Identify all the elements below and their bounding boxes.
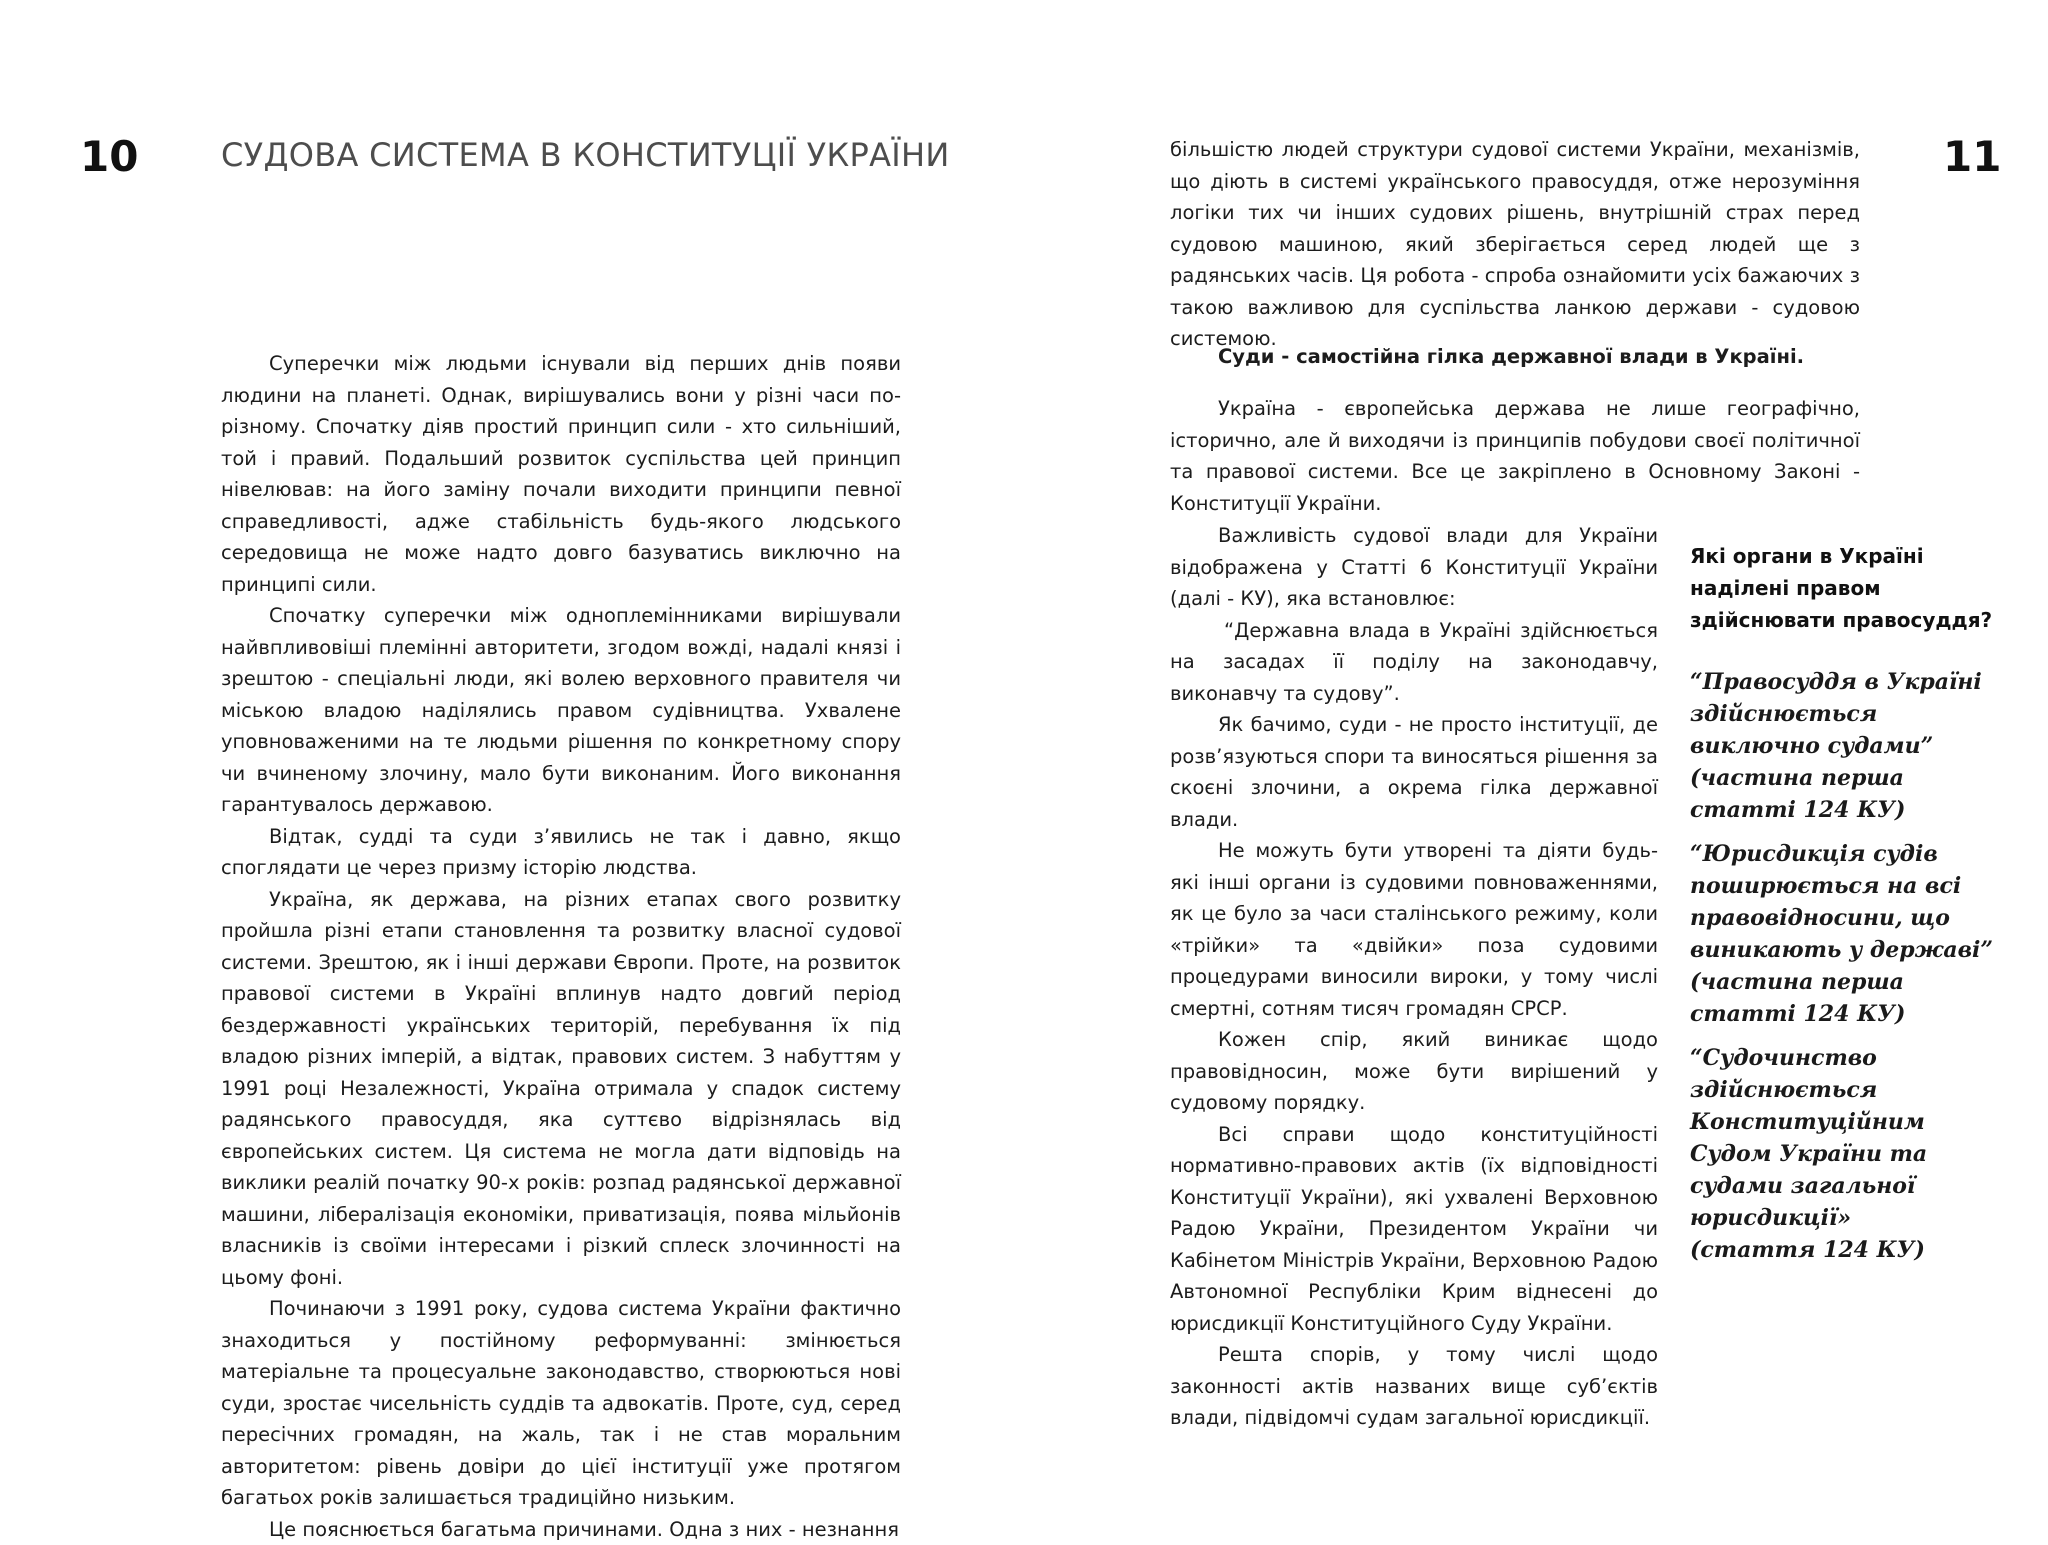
paragraph: Україна - європейська держава не лише географічно, історично, але й виходячи із принципів побудови своєї політичної та правової системи. Все це закріплено в Основному Законі - Конституції України. — [1170, 393, 1860, 519]
sidebar-quote — [1690, 666, 2010, 826]
paragraph: Важливість судової влади для України відображена у Статті 6 Конституції України (далі - КУ), яка встановлює: — [1170, 520, 1658, 615]
paragraph: Починаючи з 1991 року, судова система України фактично знаходиться у постійному реформуванні: змінюється матеріальне та процесуальне законодавство, створюються нові суди, зростає чисельність суддів та адвокатів. Проте, суд, серед пересічних громадян, на жаль, так і не став моральним авторитетом: рівень довіри до цієї інституції уже протягом багатьох років залишається традиційно низьким. — [221, 1293, 901, 1514]
continued-text — [1170, 134, 1860, 355]
paragraph: Кожен спір, який виникає щодо правовідносин, може бути вирішений у судовому порядку. — [1170, 1024, 1658, 1119]
paragraph: Україна, як держава, на різних етапах свого розвитку пройшла різні етапи становлення та розвитку власної судової системи. Зрештою, як і інші держави Європи. Проте, на розвиток правової системи в Україні вплинув надто довгий період бездержавності українських територій, перебування їх під владою різних імперій, а відтак, правових систем. З набуттям у 1991 році Незалежності, Україна отримала у спадок систему радянського правосуддя, яка суттєво відрізнялась від європейських систем. Ця система не могла дати відповідь на виклики реалій початку 90-х років: розпад радянської державної машини, лібералізація економіки, приватизація, поява мільйонів власників із своїми інтересами і різкий сплеск злочинності на цьому фоні. — [221, 884, 901, 1294]
quote-source: (частина перша статті 124 КУ) — [1690, 762, 2010, 826]
quote-text: “Судочинство здійснюється Конституційним Судом України та судами загальної юрисдикції» — [1690, 1042, 2010, 1234]
sidebar-quote — [1690, 1042, 2010, 1266]
paragraph: більшістю людей структури судової системи України, механізмів, що діють в системі українського правосуддя, отже нерозуміння логіки тих чи інших судових рішень, внутрішній страх перед судовою машиною, який зберігається серед людей ще з радянських часів. Ця робота - спроба ознайомити усіх бажаючих з такою важливою для суспільства ланкою держави - судовою системою. — [1170, 134, 1860, 355]
quote-text: “Юрисдикція судів поширюється на всі правовідносини, що виникають у державі” — [1690, 838, 2010, 966]
page-number: 10 — [80, 136, 138, 178]
paragraph: Всі справи щодо конституційності нормативно-правових актів (їх відповідності Конституції України), які ухвалені Верховною Радою України, Президентом України чи Кабінетом Міністрів України, Верховною Радою Автономної Республіки Крим віднесені до юрисдикції Конституційного Суду України. — [1170, 1119, 1658, 1340]
quote-text: “Правосуддя в Україні здійснюється виключно судами” — [1690, 666, 2010, 762]
left-body-text — [221, 348, 901, 1545]
page-number: 11 — [1943, 136, 2001, 178]
sidebar-question: Які органи в Україні наділені правом здійснювати правосуддя? — [1690, 540, 2020, 636]
paragraph: Суперечки між людьми існували від перших днів появи людини на планеті. Однак, вирішувались вони у різні часи по-різному. Спочатку діяв простий принцип сили - хто сильніший, той і правий. Подальший розвиток суспільства цей принцип нівелював: на його заміну почали виходити принципи певної справедливості, адже стабільність будь-якого людського середовища не може надто довго базуватись виключно на принципі сили. — [221, 348, 901, 600]
paragraph: Не можуть бути утворені та діяти будь-які інші органи із судовими повноваженнями, як це було за часи сталінського режиму, коли «трійки» та «двійки» поза судовими процедурами виносили вироки, у тому числі смертні, сотням тисяч громадян СРСР. — [1170, 835, 1658, 1024]
section-title: Суди - самостійна гілка державної влади в Україні. — [1218, 341, 1878, 373]
paragraph: Як бачимо, суди - не просто інституції, де розв’язуються спори та виносяться рішення за скоєні злочини, а окрема гілка державної влади. — [1170, 709, 1658, 835]
right-body-text — [1170, 520, 1658, 1434]
quote-source: (частина перша статті 124 КУ) — [1690, 966, 2010, 1030]
paragraph: Спочатку суперечки між одноплемінниками вирішували найвпливовіші племінні авторитети, згодом вожді, надалі князі і зрештою - спеціальні люди, які волею верховного правителя чи міською владою наділялись правом судівництва. Ухвалене уповноваженими на те людьми рішення по конкретному спору чи вчиненому злочину, мало бути виконаним. Його виконання гарантувалось державою. — [221, 600, 901, 821]
paragraph: Решта спорів, у тому числі щодо законності актів названих вище суб’єктів влади, підвідомчі судам загальної юрисдикції. — [1170, 1339, 1658, 1434]
paragraph: Відтак, судді та суди з’явились не так і давно, якщо споглядати це через призму історію людства. — [221, 821, 901, 884]
constitution-quote: “Державна влада в Україні здійснюється на засадах її поділу на законодавчу, виконавчу та судову”. — [1170, 615, 1658, 710]
paragraph: Це пояснюється багатьма причинами. Одна з них - незнання — [221, 1514, 901, 1545]
quote-source: (стаття 124 КУ) — [1690, 1234, 2010, 1266]
sidebar-quote — [1690, 838, 2010, 1030]
intro-text — [1170, 393, 1860, 519]
chapter-heading: СУДОВА СИСТЕМА В КОНСТИТУЦІЇ УКРАЇНИ — [221, 136, 950, 174]
